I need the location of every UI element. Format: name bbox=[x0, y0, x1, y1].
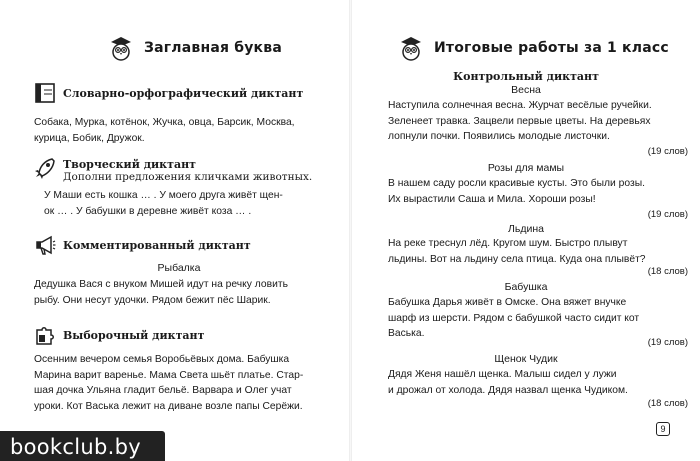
text-line: ок … . У бабушки в деревне живёт коза … . bbox=[44, 205, 252, 217]
word-count: (19 слов) bbox=[647, 337, 688, 348]
text-line: Собака, Мурка, котёнок, Жучка, овца, Барсик, Москва, bbox=[34, 117, 295, 128]
text-title-roses: Розы для мамы bbox=[487, 162, 565, 174]
megaphone-icon bbox=[34, 234, 56, 256]
puzzle-icon bbox=[34, 324, 56, 346]
text-line: лопнули почки. Появились молодые листочки. bbox=[388, 131, 610, 142]
section-title: Выборочный диктант bbox=[63, 329, 205, 342]
watermark-banner bbox=[0, 431, 165, 461]
dictation-text bbox=[388, 176, 688, 207]
text-line: Дядя Женя нашёл щенка. Малыш сидел у лужи bbox=[388, 369, 617, 380]
section-dictation-spelling bbox=[34, 82, 303, 104]
dictation-text bbox=[388, 367, 688, 398]
text-title-spring: Весна bbox=[511, 84, 541, 96]
section-text bbox=[34, 115, 324, 146]
text-title-icefloe: Льдина bbox=[508, 223, 544, 235]
section-text bbox=[44, 188, 324, 219]
word-count: (19 слов) bbox=[647, 209, 688, 220]
notebook-icon bbox=[34, 82, 56, 104]
left-chapter-header bbox=[108, 35, 282, 61]
text-line: рыбу. Они несут удочки. Рядом бежит пёс Шарик. bbox=[34, 294, 271, 306]
right-chapter-title: Итоговые работы за 1 класс bbox=[434, 40, 669, 56]
section-commented-dictation bbox=[34, 234, 251, 256]
text-line: курица, Бобик, Дружок. bbox=[34, 132, 145, 144]
section-text bbox=[34, 277, 324, 308]
page-number: 9 bbox=[656, 422, 670, 436]
text-title-grandma: Бабушка bbox=[504, 281, 548, 293]
text-line: уроки. Кот Васька лежит на диване возле папы Серёжи. bbox=[34, 400, 303, 412]
text-line: Марина варит варенье. Мама Света шьёт платье. Стар- bbox=[34, 369, 304, 381]
text-title-fishing: Рыбалка bbox=[157, 262, 201, 274]
word-count: (19 слов) bbox=[647, 146, 688, 157]
text-line: Зеленеет травка. Зацвели первые цветы. На деревьях bbox=[388, 115, 651, 127]
text-line: На реке треснул лёд. Кругом шум. Быстро плывут bbox=[388, 238, 628, 249]
section-selective-dictation bbox=[34, 324, 204, 346]
right-page bbox=[352, 0, 700, 461]
owl-icon bbox=[398, 35, 424, 61]
text-line: и дрожал от холода. Дядя назвал щенка Чудиком. bbox=[388, 384, 628, 396]
rocket-icon bbox=[34, 157, 56, 179]
text-line: Дедушка Вася с внуком Мишей идут на речку ловить bbox=[34, 279, 288, 290]
word-count: (18 слов) bbox=[647, 398, 688, 409]
right-chapter-header bbox=[398, 35, 669, 61]
text-line: шая дочка Ульяна гладит бельё. Варвара и Олег учат bbox=[34, 385, 292, 396]
owl-icon bbox=[108, 35, 134, 61]
dictation-text bbox=[388, 98, 688, 145]
section-title: Словарно-орфографический диктант bbox=[63, 87, 304, 100]
section-subtitle: Дополни предложения кличками животных. bbox=[63, 171, 313, 183]
text-line: В нашем саду росли красивые кусты. Это были розы. bbox=[388, 178, 645, 189]
text-line: Их вырастили Саша и Мила. Хороши розы! bbox=[388, 193, 596, 205]
text-line: льдины. Вот на льдину села птица. Куда она плывёт? bbox=[388, 253, 646, 265]
text-line: Наступила солнечная весна. Журчат весёлые ручейки. bbox=[388, 100, 652, 111]
text-line: Васька. bbox=[388, 328, 425, 339]
word-count: (18 слов) bbox=[647, 266, 688, 277]
section-title: Комментированный диктант bbox=[63, 239, 251, 252]
text-line: Осенним вечером семья Воробьёвых дома. Бабушка bbox=[34, 354, 290, 365]
section-creative-dictation bbox=[34, 157, 312, 184]
text-line: шарф из шерсти. Рядом с бабушкой часто сидит кот bbox=[388, 312, 640, 324]
text-line: Бабушка Дарья живёт в Омске. Она вяжет внучке bbox=[388, 297, 627, 308]
watermark-text: bookclub.by bbox=[10, 435, 141, 459]
text-line: У Маши есть кошка … . У моего друга живёт щен- bbox=[44, 190, 283, 201]
control-dictation-heading: Контрольный диктант bbox=[453, 70, 599, 83]
section-title: Творческий диктант bbox=[63, 158, 196, 171]
section-text bbox=[34, 352, 324, 414]
dictation-text bbox=[388, 236, 688, 267]
text-title-puppy: Щенок Чудик bbox=[494, 353, 558, 365]
left-chapter-title: Заглавная буква bbox=[144, 40, 282, 56]
dictation-text bbox=[388, 295, 688, 342]
